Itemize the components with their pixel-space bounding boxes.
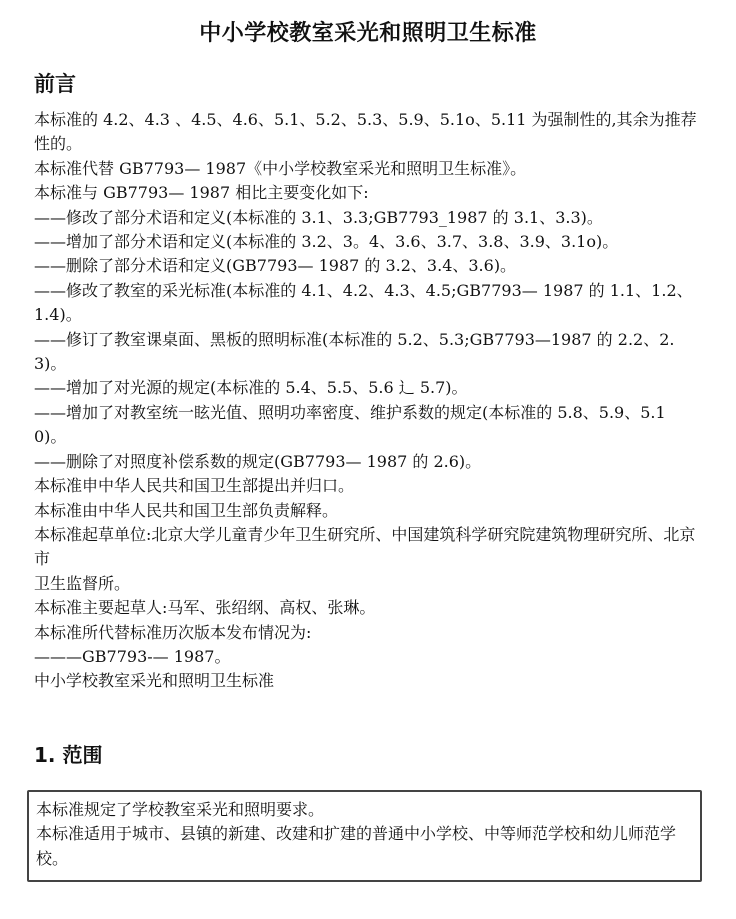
scope-paragraph-applicability: 本标准适用于城市、县镇的新建、改建和扩建的普通中小学校、中等师范学校和幼儿师范学校。 bbox=[36, 824, 677, 868]
preface-change-item: ——修改了教室的采光标准(本标准的 4.1、4.2、4.3、4.5;GB7793— 1987 的 1.1、1.2、1.4)。 bbox=[34, 280, 693, 325]
preface-paragraph-standard-name: 中小学校教室采光和照明卫生标准 bbox=[34, 671, 275, 691]
preface-paragraph-drafters: 本标准主要起草人:马军、张绍纲、高权、张琳。 bbox=[34, 598, 376, 618]
scope-paragraph-requirements: 本标准规定了学校教室采光和照明要求。 bbox=[36, 800, 325, 819]
preface-paragraph-proposer: 本标准申中华人民共和国卫生部提出并归口。 bbox=[34, 476, 355, 496]
preface-change-item: ——修订了教室课桌面、黑板的照明标准(本标准的 5.2、5.3;GB7793—1987 的 2.2、2.3)。 bbox=[34, 329, 675, 374]
preface-change-item: ——增加了对光源的规定(本标准的 5.4、5.5、5.6 辶 5.7)。 bbox=[34, 378, 468, 398]
scope-heading: 1. 范围 bbox=[34, 743, 103, 767]
preface-paragraph-changes-intro: 本标准与 GB7793— 1987 相比主要变化如下: bbox=[34, 183, 369, 203]
preface-change-item: ——删除了部分术语和定义(GB7793— 1987 的 3.2、3.4、3.6)。 bbox=[34, 256, 517, 276]
preface-change-item: ——增加了对教室统一眩光值、照明功率密度、维护系数的规定(本标准的 5.8、5.9、5.10)。 bbox=[34, 402, 666, 447]
preface-body bbox=[34, 108, 698, 694]
preface-paragraph-interpreter: 本标准由中华人民共和国卫生部负责解释。 bbox=[34, 500, 339, 520]
preface-paragraph-drafting-units-cont: 卫生监督所。 bbox=[34, 573, 131, 593]
preface-paragraph-mandatory-clauses: 本标准的 4.2、4.3 、4.5、4.6、5.1、5.2、5.3、5.9、5.1o、5.11 为强制性的,其余为推荐性的。 bbox=[34, 110, 697, 154]
preface-change-item: ——删除了对照度补偿系数的规定(GB7793— 1987 的 2.6)。 bbox=[34, 451, 482, 471]
preface-paragraph-replaces: 本标准代替 GB7793— 1987《中小学校教室采光和照明卫生标准》。 bbox=[34, 158, 527, 178]
preface-change-item: ——增加了部分术语和定义(本标准的 3.2、3。4、3.6、3.7、3.8、3.9、3.1o)。 bbox=[34, 232, 619, 252]
preface-paragraph-drafting-units: 本标准起草单位:北京大学儿童青少年卫生研究所、中国建筑科学研究院建筑物理研究所、北京市 bbox=[34, 524, 696, 569]
scope-box bbox=[27, 790, 702, 882]
preface-change-item: ——修改了部分术语和定义(本标准的 3.1、3.3;GB7793_1987 的 3.1、3.3)。 bbox=[34, 207, 603, 227]
preface-paragraph-history-item: ———GB7793-— 1987。 bbox=[34, 646, 231, 666]
preface-paragraph-history-intro: 本标准所代替标准历次版本发布情况为: bbox=[34, 622, 312, 642]
preface-heading: 前言 bbox=[34, 72, 76, 96]
document-title: 中小学校教室采光和照明卫生标准 bbox=[199, 21, 537, 46]
